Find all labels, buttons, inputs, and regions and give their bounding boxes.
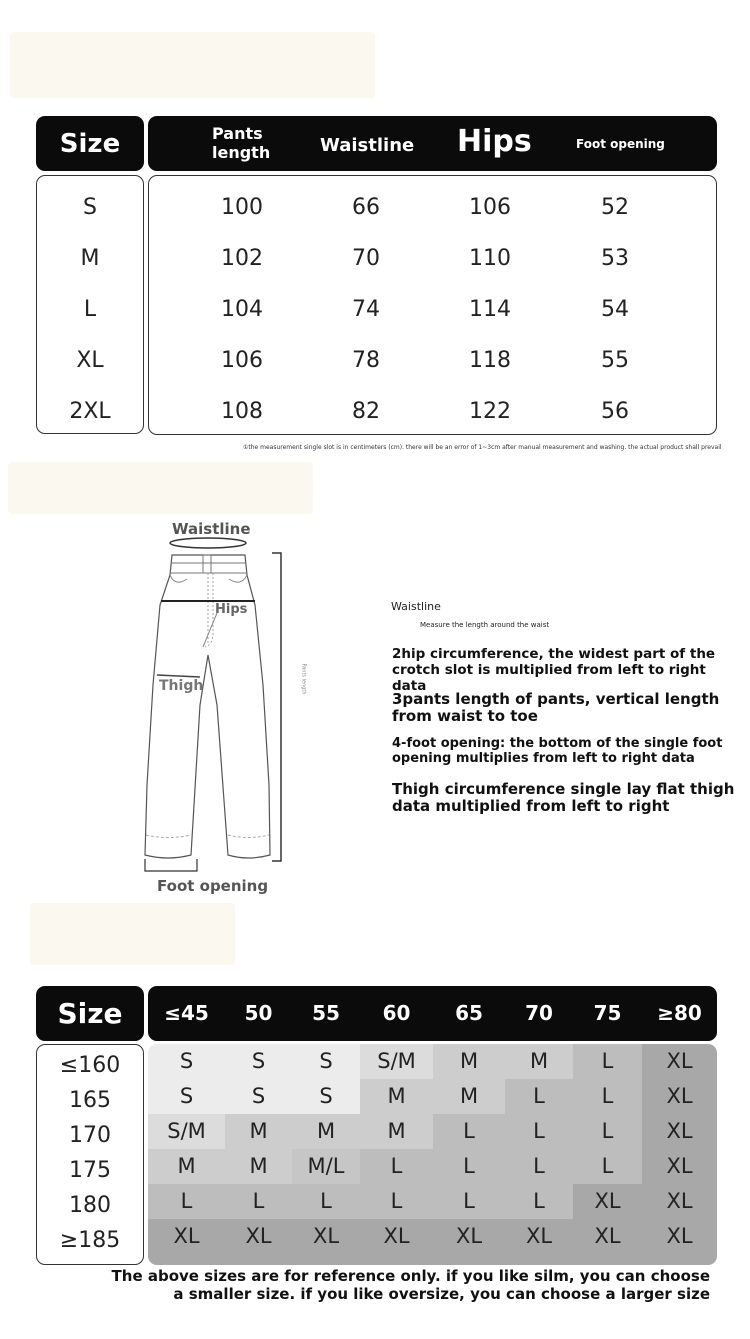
size-recommendation-cell: XL <box>642 1044 717 1079</box>
size-recommendation-cell: M <box>433 1044 505 1079</box>
size-recommendation-cell: L <box>573 1149 642 1184</box>
waistline-measure-ellipse <box>170 538 246 548</box>
measurement-table <box>148 175 717 435</box>
size-recommendation-cell: M <box>505 1044 573 1079</box>
size-recommendation-cell: L <box>505 1079 573 1114</box>
table-row <box>149 182 716 233</box>
size-recommendation-cell: L <box>505 1149 573 1184</box>
size-recommendation-cell: M <box>292 1114 360 1149</box>
hip-description: 2hip circumference, the widest part of the crotch slot is multiplied from left to right data <box>392 646 716 694</box>
size-recommendation-cell: L <box>573 1044 642 1079</box>
foot-opening-bracket <box>145 859 197 871</box>
hw-size-header: Size <box>36 986 144 1041</box>
size-recommendation-cell: L <box>573 1114 642 1149</box>
diagram-label-length: Pants length <box>300 663 307 695</box>
size-recommendation-cell: XL <box>573 1184 642 1219</box>
size-header: Size <box>36 116 144 171</box>
foot-opening-description: 4-foot opening: the bottom of the single foot opening multiplies from left to right data <box>392 736 723 766</box>
foot-opening-header: Foot opening <box>576 137 665 151</box>
waistline-value: 70 <box>352 246 380 271</box>
size-recommendation-cell: L <box>148 1184 225 1219</box>
foot-opening-value: 54 <box>601 297 629 322</box>
size-recommendation-cell: L <box>573 1079 642 1114</box>
table-row <box>149 284 716 335</box>
measurement-note: ①the measurement single slot is in centimeters (cm). there will be an error of 1~3cm after manual measurement and washing. the actual product shall prevail <box>243 444 722 451</box>
size-recommendation-cell: M <box>225 1114 292 1149</box>
size-recommendation-cell: L <box>433 1114 505 1149</box>
size-recommendation-cell: S <box>148 1079 225 1114</box>
size-recommendation-cell: L <box>292 1184 360 1219</box>
diagram-label-hips: Hips <box>215 602 248 617</box>
size-recommendation-cell: S <box>292 1079 360 1114</box>
size-recommendation-grid <box>148 1044 717 1265</box>
height-label: ≤160 <box>59 1053 121 1078</box>
size-recommendation-cell: XL <box>433 1219 505 1265</box>
size-recommendation-cell: XL <box>292 1219 360 1265</box>
weight-header-cell: ≤45 <box>164 1001 209 1025</box>
size-recommendation-cell: XL <box>642 1149 717 1184</box>
hips-value: 122 <box>469 399 511 424</box>
faded-banner-middle <box>8 462 313 514</box>
size-recommendation-cell: L <box>360 1184 433 1219</box>
table-row <box>149 335 716 386</box>
measurement-header <box>148 116 717 171</box>
height-label: 165 <box>69 1088 111 1113</box>
hips-value: 118 <box>469 348 511 373</box>
size-recommendation-cell: S <box>225 1044 292 1079</box>
size-label: S <box>83 195 97 220</box>
size-recommendation-cell: L <box>433 1184 505 1219</box>
waistline-value: 74 <box>352 297 380 322</box>
size-recommendation-cell: XL <box>148 1219 225 1265</box>
weight-header-cell: 65 <box>455 1001 483 1025</box>
size-label: M <box>80 246 100 271</box>
size-recommendation-cell: S <box>225 1079 292 1114</box>
pants-length-value: 108 <box>221 399 263 424</box>
waistline-value: 66 <box>352 195 380 220</box>
size-recommendation-cell: XL <box>505 1219 573 1265</box>
length-bracket <box>272 553 281 861</box>
size-recommendation-cell: S <box>148 1044 225 1079</box>
pants-length-value: 102 <box>221 246 263 271</box>
waistline-header: Waistline <box>320 135 415 156</box>
size-recommendation-cell: XL <box>642 1219 717 1265</box>
size-recommendation-cell: M <box>360 1079 433 1114</box>
size-recommendation-cell: M <box>360 1114 433 1149</box>
size-recommendation-cell: XL <box>642 1114 717 1149</box>
size-recommendation-cell: L <box>225 1184 292 1219</box>
size-recommendation-cell: XL <box>642 1184 717 1219</box>
size-recommendation-cell: L <box>360 1149 433 1184</box>
size-recommendation-cell: XL <box>642 1079 717 1114</box>
size-recommendation-cell: XL <box>360 1219 433 1265</box>
size-label: L <box>83 297 97 322</box>
size-recommendation-cell: XL <box>573 1219 642 1265</box>
diagram-label-waistline: Waistline <box>172 520 251 538</box>
weight-header-cell: 50 <box>244 1001 273 1025</box>
pants-length-header: Pants length <box>212 124 271 162</box>
size-recommendation-cell: L <box>505 1114 573 1149</box>
thigh-description: Thigh circumference single lay flat thigh data multiplied from left to right <box>392 780 735 815</box>
diagram-label-foot-opening: Foot opening <box>157 877 269 895</box>
size-recommendation-cell: M <box>433 1079 505 1114</box>
size-recommendation-cell: XL <box>225 1219 292 1265</box>
waist-description-title: Waistline <box>391 600 441 613</box>
height-column <box>36 1044 144 1265</box>
pants-length-value: 100 <box>221 195 263 220</box>
weight-header-cell: 70 <box>525 1001 553 1025</box>
weight-header-cell: ≥80 <box>657 1001 702 1025</box>
size-recommendation-cell: S/M <box>148 1114 225 1149</box>
foot-opening-value: 56 <box>601 399 629 424</box>
size-recommendation-cell: S/M <box>360 1044 433 1079</box>
size-label: 2XL <box>69 399 111 424</box>
size-recommendation-cell: M/L <box>292 1149 360 1184</box>
waist-description-text: Measure the length around the waist <box>420 621 550 629</box>
reference-note: The above sizes are for reference only. if you like silm, you can choose a smaller size. if you like oversize, you can choose a larger size <box>111 1267 710 1303</box>
hips-value: 110 <box>469 246 511 271</box>
length-description: 3pants length of pants, vertical length from waist to toe <box>392 690 720 725</box>
size-label: XL <box>76 348 104 373</box>
height-label: 180 <box>69 1193 111 1218</box>
size-column <box>36 175 144 434</box>
weight-header-cell: 60 <box>382 1001 411 1025</box>
weight-header-cell: 75 <box>593 1001 622 1025</box>
height-label: 170 <box>69 1123 111 1148</box>
faded-banner-top <box>10 32 375 98</box>
waistline-value: 82 <box>352 399 380 424</box>
hips-value: 114 <box>469 297 511 322</box>
height-label: 175 <box>69 1158 111 1183</box>
weight-header <box>148 986 717 1041</box>
faded-banner-bottom <box>30 903 235 965</box>
diagram-label-thigh: Thigh <box>159 678 204 694</box>
size-recommendation-cell: L <box>433 1149 505 1184</box>
foot-opening-value: 52 <box>601 195 629 220</box>
foot-opening-value: 55 <box>601 348 629 373</box>
pants-length-value: 106 <box>221 348 263 373</box>
pants-diagram <box>135 535 295 875</box>
foot-opening-value: 53 <box>601 246 629 271</box>
table-row <box>149 386 716 437</box>
size-recommendation-cell: S <box>292 1044 360 1079</box>
waistline-value: 78 <box>352 348 380 373</box>
table-row <box>149 233 716 284</box>
size-recommendation-cell: M <box>225 1149 292 1184</box>
size-recommendation-cell: L <box>505 1184 573 1219</box>
hips-value: 106 <box>469 195 511 220</box>
pants-length-value: 104 <box>221 297 263 322</box>
height-label: ≥185 <box>59 1228 121 1253</box>
hips-header: Hips <box>457 124 532 159</box>
weight-header-cell: 55 <box>312 1001 340 1025</box>
size-recommendation-cell: M <box>148 1149 225 1184</box>
